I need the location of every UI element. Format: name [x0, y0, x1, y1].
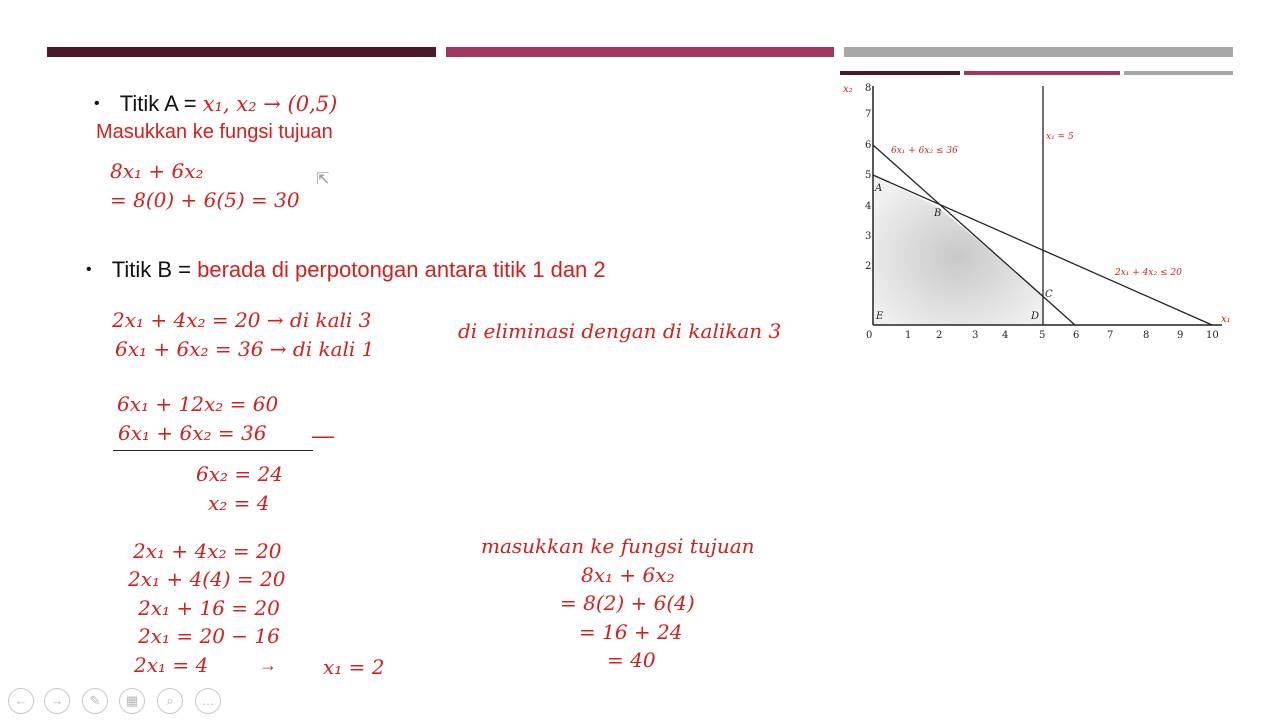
x-tick: 8 — [1143, 330, 1150, 341]
x-tick: 6 — [1073, 330, 1080, 341]
x-tick: 1 — [905, 330, 912, 341]
x-tick: 10 — [1206, 330, 1219, 341]
constraint-label-2: 2x₁ + 4x₂ ≤ 20 — [1115, 268, 1182, 278]
point-label-b: B — [934, 208, 942, 219]
pen-tool-icon[interactable]: ✎ — [82, 688, 108, 714]
objective-step-4: = 40 — [607, 648, 656, 672]
sub-step-5: 2x₁ = 4 — [134, 653, 209, 677]
feasible-region — [873, 175, 1043, 325]
y-tick: 2 — [865, 261, 872, 272]
constraint-label-1: 6x₁ + 6x₂ ≤ 36 — [891, 146, 958, 156]
titik-a-coord: x₁, x₂ → (0,5) — [202, 92, 338, 116]
elim-line-2: 6x₁ + 6x₂ = 36 — [118, 421, 267, 445]
x-tick: 0 — [866, 330, 873, 341]
next-slide-button[interactable]: → — [44, 688, 70, 714]
zoom-icon[interactable]: ⌕ — [157, 688, 183, 714]
see-all-slides-icon[interactable]: ▦ — [119, 688, 145, 714]
titik-b-label: Titik B = — [111, 257, 198, 282]
eq-2: 6x₁ + 6x₂ = 36 → di kali 1 — [115, 337, 375, 361]
result-line-2: x₂ = 4 — [208, 491, 270, 515]
x-tick: 9 — [1177, 330, 1184, 341]
previous-slide-button[interactable]: ← — [8, 688, 34, 714]
sub-step-4: 2x₁ = 20 − 16 — [138, 624, 280, 648]
sub-step-1: 2x₁ + 4x₂ = 20 — [133, 539, 282, 563]
objective-step-2: = 8(2) + 6(4) — [560, 591, 695, 615]
y-tick: 5 — [865, 170, 872, 181]
sub-step-3: 2x₁ + 16 = 20 — [138, 596, 280, 620]
elimination-note: di eliminasi dengan di kalikan 3 — [458, 319, 782, 343]
a-calc-line-1: 8x₁ + 6x₂ — [110, 159, 204, 183]
more-options-icon[interactable]: … — [195, 688, 221, 714]
y-tick: 3 — [865, 231, 872, 242]
x-tick: 5 — [1039, 330, 1046, 341]
a-calc-line-2: = 8(0) + 6(5) = 30 — [110, 188, 300, 212]
point-label-a: A — [875, 183, 883, 194]
x-tick: 2 — [936, 330, 943, 341]
mouse-cursor-icon: ⇱ — [316, 171, 330, 188]
x-tick: 3 — [972, 330, 979, 341]
x-tick: 4 — [1002, 330, 1009, 341]
arrow-right-icon: → — [259, 655, 277, 675]
bullet-dot: • — [94, 95, 100, 112]
bullet-dot: • — [86, 261, 92, 278]
result-line-1: 6x₂ = 24 — [196, 462, 283, 486]
point-label-d: D — [1031, 311, 1040, 322]
minus-sign: — — [312, 423, 334, 448]
x1-result: x₁ = 2 — [323, 655, 385, 679]
point-label-e: E — [876, 311, 884, 322]
titik-a-label: Titik A = — [119, 91, 203, 116]
objective-step-1: 8x₁ + 6x₂ — [581, 563, 675, 587]
x-tick: 7 — [1107, 330, 1114, 341]
objective-title: masukkan ke fungsi tujuan — [481, 534, 755, 558]
eq-1: 2x₁ + 4x₂ = 20 → di kali 3 — [112, 308, 372, 332]
x-axis-label: x₁ — [1221, 314, 1231, 325]
objective-step-3: = 16 + 24 — [579, 620, 683, 644]
sub-step-2: 2x₁ + 4(4) = 20 — [128, 567, 286, 591]
y-tick: 7 — [865, 109, 872, 120]
y-axis-label: x₂ — [843, 84, 853, 95]
y-tick: 6 — [865, 140, 872, 151]
y-tick: 8 — [865, 83, 872, 94]
a-note: Masukkan ke fungsi tujuan — [96, 121, 333, 143]
y-tick: 4 — [865, 201, 872, 212]
titik-b-desc: berada di perpotongan antara titik 1 dan 2 — [197, 257, 606, 282]
point-label-c: C — [1045, 289, 1053, 300]
constraint-label-3: x₁ = 5 — [1046, 132, 1074, 142]
elim-line-1: 6x₁ + 12x₂ = 60 — [117, 392, 279, 416]
